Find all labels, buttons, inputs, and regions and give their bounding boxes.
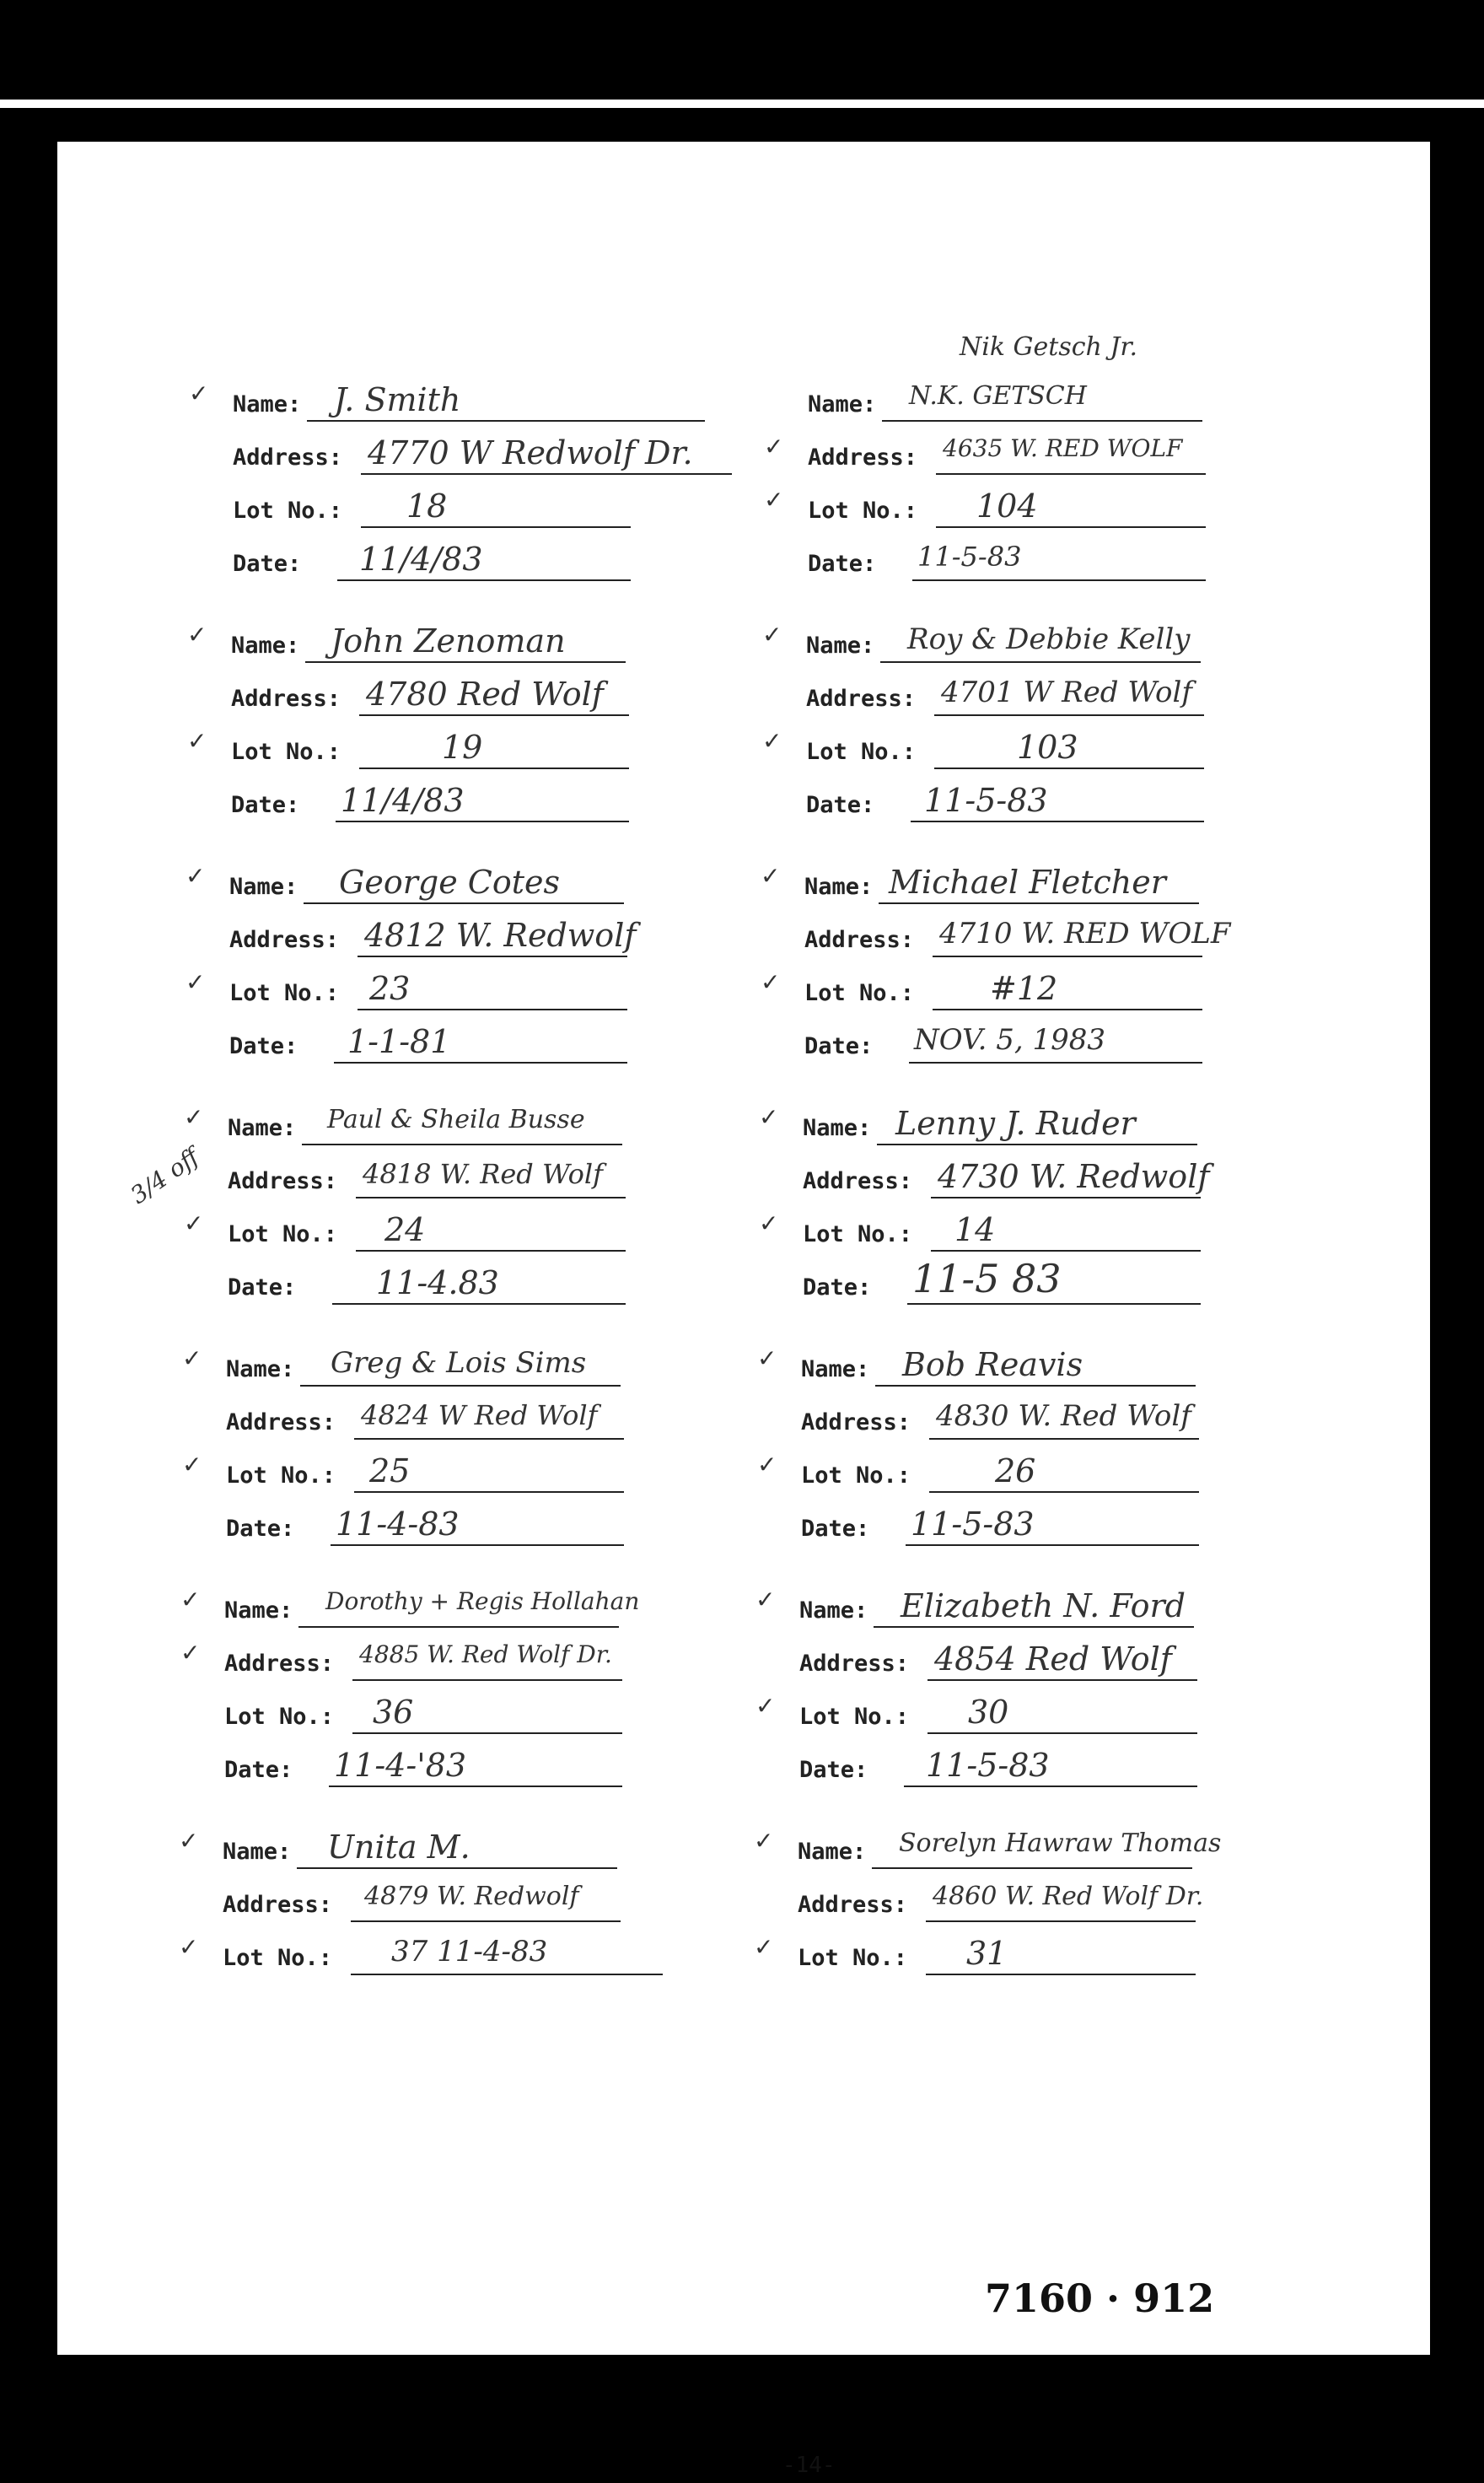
- address-value: 4830 W. Red Wolf: [936, 1399, 1191, 1433]
- checkmark-icon: ✓: [182, 1344, 202, 1372]
- checkmark-icon: ✓: [757, 1451, 777, 1478]
- entry-right-1: [764, 332, 1331, 592]
- entry-left-1: [189, 380, 755, 592]
- name-value: Michael Fletcher: [889, 864, 1166, 901]
- address-value: 4770 W Redwolf Dr.: [368, 434, 693, 471]
- address-label: Address:: [806, 686, 917, 712]
- address-label: Address:: [801, 1409, 911, 1435]
- entry-right-6: [755, 1586, 1322, 1798]
- entry-right-4: [759, 1103, 1325, 1316]
- lot-value: 103: [1017, 729, 1078, 766]
- name-label: Name:: [226, 1356, 295, 1382]
- name-value: Paul & Sheila Busse: [327, 1105, 585, 1134]
- address-value: 4730 W. Redwolf: [938, 1158, 1210, 1195]
- address-value: 4710 W. RED WOLF: [939, 917, 1231, 951]
- date-label: Date:: [224, 1757, 293, 1783]
- address-value: 4635 W. RED WOLF: [943, 434, 1183, 462]
- signature-value: Nik Getsch Jr.: [960, 332, 1137, 362]
- address-label: Address:: [224, 1651, 335, 1677]
- date-value: 11/4/83: [341, 782, 465, 819]
- checkmark-icon: ✓: [186, 968, 206, 996]
- address-label: Address:: [808, 444, 918, 471]
- name-value: Sorelyn Hawraw Thomas: [899, 1829, 1222, 1858]
- margin-note: 3/4 off: [125, 1142, 204, 1210]
- address-label: Address:: [798, 1892, 908, 1918]
- entry-right-5: [757, 1344, 1324, 1557]
- address-value: 4854 Red Wolf: [934, 1640, 1172, 1678]
- checkmark-icon: ✓: [762, 621, 782, 649]
- name-label: Name:: [233, 391, 302, 417]
- address-label: Address:: [228, 1168, 338, 1194]
- name-value: John Zenoman: [331, 622, 566, 660]
- lot-value: 24: [384, 1211, 426, 1248]
- lot-value: 18: [406, 487, 448, 525]
- lot-value: 19: [442, 729, 483, 766]
- checkmark-icon: ✓: [754, 1933, 774, 1961]
- lot-label: Lot No.:: [233, 498, 343, 524]
- address-label: Address:: [223, 1892, 333, 1918]
- name-label: Name:: [804, 874, 874, 900]
- lot-value: 25: [369, 1452, 411, 1489]
- entry-left-6: [180, 1586, 747, 1798]
- checkmark-icon: ✓: [187, 621, 207, 649]
- checkmark-icon: ✓: [179, 1933, 199, 1961]
- date-value: 11-4-'83: [334, 1747, 467, 1784]
- lot-label: Lot No.:: [226, 1462, 336, 1489]
- name-label: Name:: [798, 1839, 867, 1865]
- checkmark-icon: ✓: [755, 1586, 776, 1613]
- name-value: N.K. GETSCH: [909, 381, 1087, 411]
- date-label: Date:: [799, 1757, 868, 1783]
- name-label: Name:: [224, 1597, 293, 1624]
- address-label: Address:: [231, 686, 341, 712]
- name-label: Name:: [228, 1115, 297, 1141]
- date-label: Date:: [231, 792, 300, 818]
- lot-value: 14: [954, 1211, 996, 1248]
- lot-value: 104: [976, 487, 1038, 525]
- address-label: Address:: [233, 444, 343, 471]
- entry-left-7: [179, 1827, 745, 1986]
- checkmark-icon: ✓: [180, 1586, 201, 1613]
- lot-label: Lot No.:: [804, 980, 915, 1006]
- lot-value: 36: [373, 1694, 414, 1731]
- entry-left-4: [184, 1103, 750, 1316]
- checkmark-icon: ✓: [189, 380, 209, 407]
- name-label: Name:: [808, 391, 877, 417]
- date-label: Date:: [803, 1274, 872, 1301]
- date-value: 1-1-81: [347, 1023, 451, 1060]
- entry-left-2: [187, 621, 754, 833]
- lot-label: Lot No.:: [231, 739, 341, 765]
- scan-top-band: [0, 0, 1484, 93]
- checkmark-icon: ✓: [764, 433, 784, 461]
- name-label: Name:: [799, 1597, 868, 1624]
- lot-label: Lot No.:: [806, 739, 917, 765]
- checkmark-icon: ✓: [186, 862, 206, 890]
- date-label: Date:: [233, 551, 302, 577]
- lot-label: Lot No.:: [801, 1462, 911, 1489]
- address-value: 4701 W Red Wolf: [941, 676, 1192, 709]
- lot-label: Lot No.:: [224, 1704, 335, 1730]
- address-value: 4879 W. Redwolf: [364, 1882, 579, 1911]
- date-value: 11/4/83: [359, 541, 483, 578]
- name-label: Name:: [229, 874, 298, 900]
- date-label: Date:: [228, 1274, 297, 1301]
- name-value: Unita M.: [327, 1829, 470, 1866]
- date-value: 11-5-83: [917, 541, 1022, 573]
- checkmark-icon: ✓: [184, 1103, 204, 1131]
- page-number: -14-: [782, 2453, 836, 2478]
- checkmark-icon: ✓: [757, 1344, 777, 1372]
- name-label: Name:: [231, 633, 300, 659]
- date-value: 11-4-83: [336, 1505, 460, 1543]
- scan-top-line: [0, 100, 1484, 108]
- address-label: Address:: [799, 1651, 910, 1677]
- address-value: 4812 W. Redwolf: [364, 917, 637, 954]
- address-value: 4818 W. Red Wolf: [363, 1158, 603, 1190]
- lot-label: Lot No.:: [798, 1945, 908, 1971]
- address-value: 4860 W. Red Wolf Dr.: [933, 1882, 1204, 1911]
- address-label: Address:: [229, 927, 340, 953]
- name-value: Dorothy + Regis Hollahan: [325, 1587, 640, 1615]
- checkmark-icon: ✓: [755, 1692, 776, 1720]
- name-value: J. Smith: [334, 381, 461, 418]
- checkmark-icon: ✓: [754, 1827, 774, 1855]
- name-value: Greg & Lois Sims: [331, 1346, 587, 1380]
- checkmark-icon: ✓: [764, 486, 784, 514]
- date-label: Date:: [229, 1033, 298, 1059]
- lot-value: 23: [369, 970, 411, 1007]
- date-value: 11-5-83: [924, 782, 1048, 819]
- date-label: Date:: [226, 1516, 295, 1542]
- address-label: Address:: [226, 1409, 336, 1435]
- date-value: 11-4.83: [376, 1264, 499, 1301]
- date-label: Date:: [801, 1516, 870, 1542]
- address-label: Address:: [804, 927, 915, 953]
- address-value: 4824 W Red Wolf: [361, 1399, 598, 1431]
- name-value: Bob Reavis: [902, 1346, 1083, 1383]
- address-value: 4885 W. Red Wolf Dr.: [359, 1640, 612, 1668]
- checkmark-icon: ✓: [184, 1209, 204, 1237]
- entry-left-5: [182, 1344, 749, 1557]
- lot-value: 30: [968, 1694, 1009, 1731]
- lot-value: 31: [966, 1935, 1008, 1972]
- name-value: Lenny J. Ruder: [895, 1105, 1136, 1142]
- document-number: 7160 · 912: [985, 2276, 1215, 2321]
- lot-label: Lot No.:: [229, 980, 340, 1006]
- name-value: George Cotes: [339, 864, 560, 901]
- checkmark-icon: ✓: [759, 1103, 779, 1131]
- checkmark-icon: ✓: [187, 727, 207, 755]
- checkmark-icon: ✓: [759, 1209, 779, 1237]
- entry-left-3: [186, 862, 752, 1075]
- name-label: Name:: [223, 1839, 292, 1865]
- name-label: Name:: [803, 1115, 872, 1141]
- date-value: 11-5-83: [911, 1505, 1035, 1543]
- lot-label: Lot No.:: [803, 1221, 913, 1247]
- date-label: Date:: [806, 792, 875, 818]
- checkmark-icon: ✓: [180, 1639, 201, 1667]
- date-label: Date:: [804, 1033, 874, 1059]
- date-value: 11-5 83: [912, 1256, 1062, 1301]
- date-value: 11-5-83: [926, 1747, 1050, 1784]
- entry-right-7: [754, 1827, 1320, 1986]
- name-value: Roy & Debbie Kelly: [907, 622, 1191, 656]
- name-value: Elizabeth N. Ford: [901, 1587, 1186, 1624]
- checkmark-icon: ✓: [179, 1827, 199, 1855]
- lot-value: 26: [995, 1452, 1036, 1489]
- lot-value: #12: [990, 970, 1058, 1007]
- lot-value: 37 11-4-83: [391, 1935, 548, 1969]
- date-label: Date:: [808, 551, 877, 577]
- checkmark-icon: ✓: [761, 968, 781, 996]
- document-page: [57, 142, 1430, 2478]
- address-label: Address:: [803, 1168, 913, 1194]
- address-value: 4780 Red Wolf: [366, 676, 604, 713]
- checkmark-icon: ✓: [761, 862, 781, 890]
- name-label: Name:: [806, 633, 875, 659]
- lot-label: Lot No.:: [223, 1945, 333, 1971]
- lot-label: Lot No.:: [228, 1221, 338, 1247]
- entry-right-3: [761, 862, 1327, 1075]
- date-value: NOV. 5, 1983: [914, 1023, 1106, 1057]
- lot-label: Lot No.:: [808, 498, 918, 524]
- name-label: Name:: [801, 1356, 870, 1382]
- entry-right-2: [762, 621, 1329, 833]
- lot-label: Lot No.:: [799, 1704, 910, 1730]
- checkmark-icon: ✓: [762, 727, 782, 755]
- checkmark-icon: ✓: [182, 1451, 202, 1478]
